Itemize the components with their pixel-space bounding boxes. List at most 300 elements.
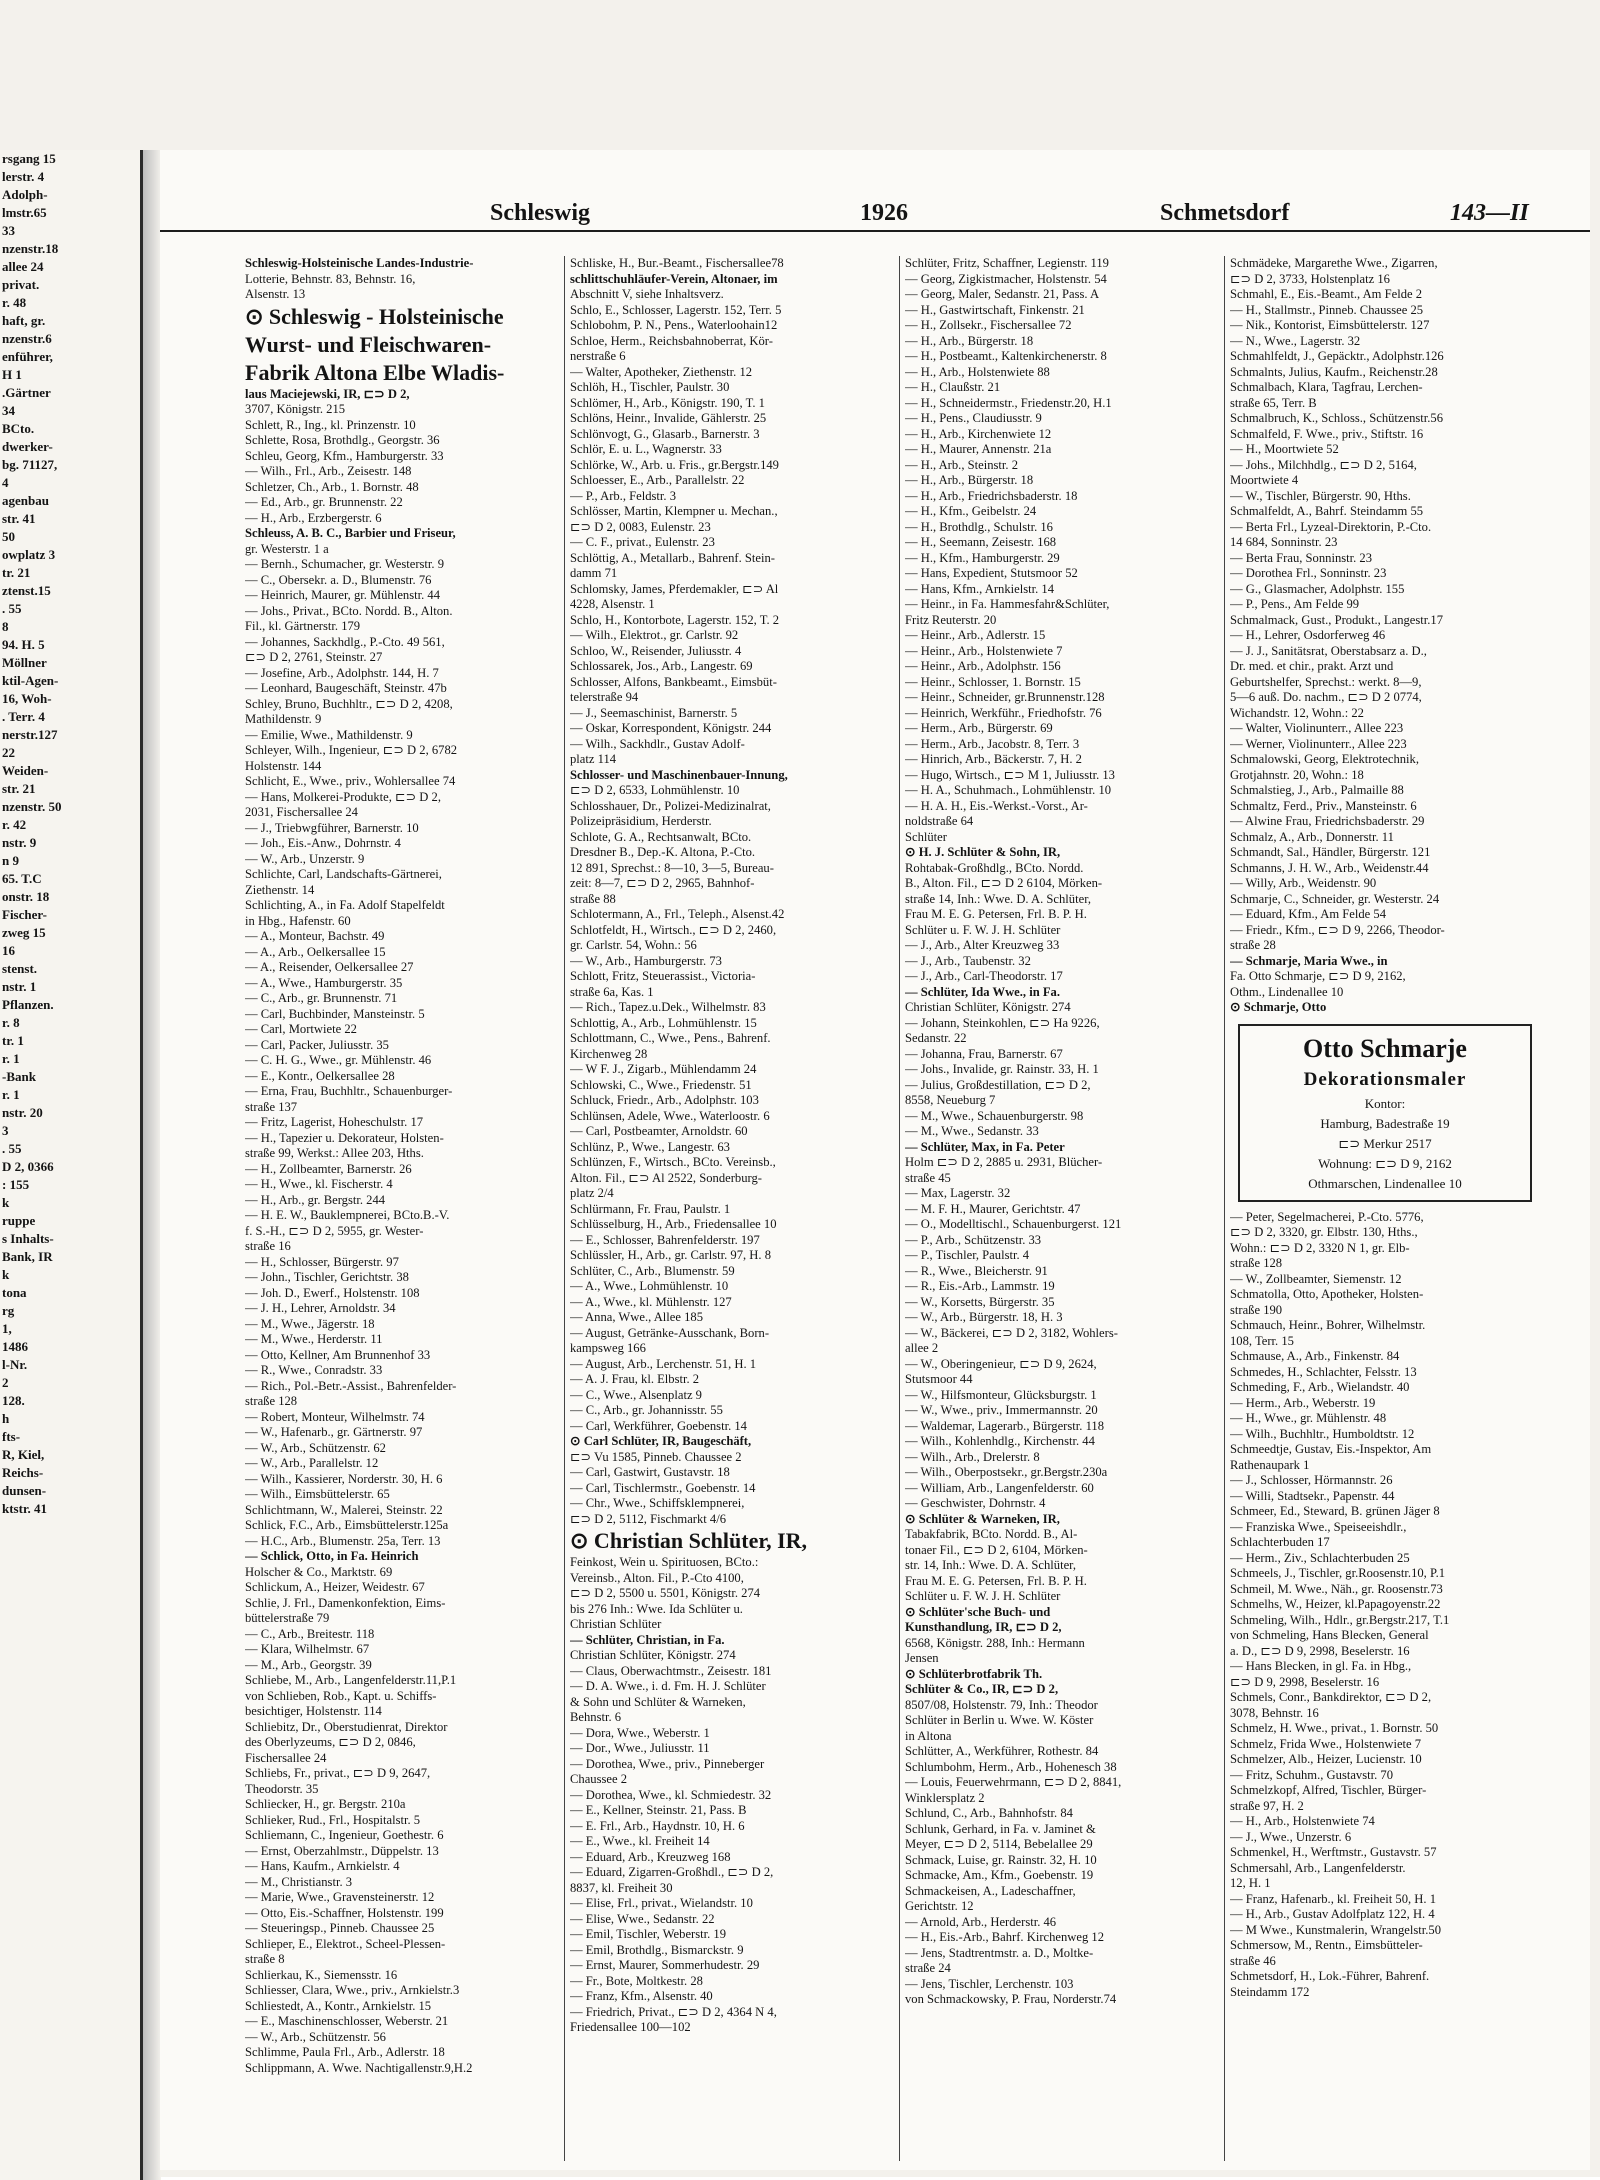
directory-entry: — Wilh., Buchhltr., Humboldtstr. 12: [1230, 1426, 1415, 1441]
directory-entry: — Georg, Maler, Sedanstr. 21, Pass. A: [905, 287, 1100, 301]
fragment-line: r. 1: [2, 1087, 20, 1102]
directory-entry: — D. A. Wwe., i. d. Fm. H. J. Schlüter: [570, 1679, 766, 1693]
fragment-line: onstr. 18: [2, 889, 50, 904]
ad-home-line: Wohnung: ⊏⊃ D 9, 2162: [1318, 1155, 1452, 1171]
directory-entry: Schmacke, Am., Kfm., Goebenstr. 19: [905, 1868, 1094, 1882]
directory-entry: straße 128: [245, 1394, 298, 1408]
directory-entry: — Franz, Hafenarb., kl. Freiheit 50, H. 1: [1230, 1891, 1436, 1906]
fragment-line: 22: [2, 745, 15, 760]
directory-entry: Schlottig, A., Arb., Lohmühlenstr. 15: [570, 1015, 757, 1030]
directory-entry: — Werner, Violinunterr., Allee 223: [1230, 736, 1407, 751]
directory-entry: — P., Tischler, Paulstr. 4: [905, 1248, 1030, 1262]
fragment-line: k: [2, 1267, 10, 1282]
directory-entry: — W., Korsetts, Bürgerstr. 35: [905, 1294, 1055, 1309]
directory-entry: Schmanns, J. H. W., Arb., Weidenstr.44: [1230, 860, 1429, 875]
directory-entry: — N., Wwe., Lagerstr. 32: [1230, 333, 1361, 348]
directory-entry: Schmalnts, Julius, Kaufm., Reichenstr.28: [1230, 364, 1438, 379]
directory-entry: Schmelhs, W., Heizer, kl.Papagoyenstr.22: [1230, 1597, 1441, 1611]
fragment-line: nstr. 9: [2, 835, 37, 850]
directory-entry: — Josefine, Arb., Adolphstr. 144, H. 7: [245, 665, 439, 680]
directory-entry: — Arnold, Arb., Herderstr. 46: [905, 1914, 1057, 1929]
directory-entry: — Steueringsp., Pinneb. Chaussee 25: [245, 1921, 435, 1935]
directory-entry: Schmalmack, Gust., Produkt., Langestr.17: [1230, 612, 1444, 627]
directory-entry: Schmalz, A., Arb., Donnerstr. 11: [1230, 829, 1394, 844]
directory-entry: — Klara, Wilhelmstr. 67: [245, 1642, 370, 1656]
directory-entry: Dr. med. et chir., prakt. Arzt und: [1230, 659, 1394, 673]
directory-entry: Schlönvogt, G., Glasarb., Barnerstr. 3: [570, 426, 760, 441]
directory-entry: — H., Arb., Friedrichsbaderstr. 18: [905, 488, 1078, 503]
directory-entry: 4228, Alsenstr. 1: [570, 597, 655, 611]
directory-entry: — W., Hilfsmonteur, Glücksburgstr. 1: [905, 1387, 1097, 1402]
directory-entry: Schlo, H., Kontorbote, Lagerstr. 152, T. 2: [570, 612, 780, 627]
directory-entry: 8507/08, Holstenstr. 79, Inh.: Theodor: [905, 1697, 1098, 1712]
directory-entry: Schlöh, H., Tischler, Paulstr. 30: [570, 380, 730, 394]
directory-entry: — Joh., Eis.-Anw., Dohrnstr. 4: [245, 836, 401, 850]
directory-entry: Schmelzkopf, Alfred, Tischler, Bürger-: [1230, 1783, 1427, 1797]
fragment-line: nzenstr.18: [2, 241, 59, 256]
fragment-line: 1,: [2, 1321, 12, 1336]
directory-entry: Ziethenstr. 14: [245, 882, 315, 897]
directory-entry: Schlowski, C., Wwe., Friedenstr. 51: [570, 1077, 752, 1092]
directory-entry: straße 46: [1230, 1953, 1276, 1968]
directory-entry: Schliske, H., Bur.-Beamt., Fischersallee78: [570, 256, 784, 270]
directory-entry: — Wilh., Kohlenhdlg., Kirchenstr. 44: [905, 1434, 1095, 1448]
directory-entry: Schlossarek, Jos., Arb., Langestr. 69: [570, 659, 753, 673]
directory-entry: — A., Arb., Oelkersallee 15: [245, 944, 386, 959]
directory-entry: Frau M. E. G. Petersen, Frl. B. P. H.: [905, 1573, 1087, 1588]
directory-entry: — Dora, Wwe., Weberstr. 1: [570, 1725, 710, 1740]
directory-entry: — Robert, Monteur, Wilhelmstr. 74: [245, 1409, 425, 1424]
directory-entry: Schmeil, M. Wwe., Näh., gr. Roosenstr.73: [1230, 1581, 1443, 1596]
directory-entry: Schmandt, Sal., Händler, Bürgerstr. 121: [1230, 845, 1431, 859]
column-4: [1230, 256, 1550, 2166]
directory-entry: — W., Tischler, Bürgerstr. 90, Hths.: [1230, 488, 1411, 503]
header-last-entry: Schmetsdorf: [1160, 200, 1290, 226]
directory-entry: ⊏⊃ D 2, 5112, Fischmarkt 4/6: [570, 1511, 727, 1526]
directory-entry: — Elise, Wwe., Sedanstr. 22: [570, 1911, 715, 1926]
directory-entry: — A., Reisender, Oelkersallee 27: [245, 960, 414, 974]
directory-entry: — M. F. H., Maurer, Gerichtstr. 47: [905, 1201, 1081, 1216]
directory-entry: Schleyer, Wilh., Ingenieur, ⊏⊃ D 2, 6782: [245, 743, 458, 757]
directory-entry: — Franz, Kfm., Alsenstr. 40: [570, 1989, 713, 2003]
directory-entry: — J., Arb., Alter Kreuzweg 33: [905, 938, 1060, 952]
directory-entry: — Claus, Oberwachtmstr., Zeisestr. 181: [570, 1663, 772, 1678]
directory-entry: — Herm., Arb., Weberstr. 19: [1230, 1395, 1376, 1410]
directory-entry: Schlobohm, P. N., Pens., Waterloohain12: [570, 318, 778, 332]
fragment-line: 4: [2, 475, 9, 490]
directory-entry: Schlürmann, Fr. Frau, Paulstr. 1: [570, 1201, 731, 1216]
directory-entry: Holm ⊏⊃ D 2, 2885 u. 2931, Blücher-: [905, 1155, 1103, 1169]
directory-entry: 6568, Königstr. 288, Inh.: Hermann: [905, 1635, 1085, 1650]
directory-entry: Schlimme, Paula Frl., Arb., Adlerstr. 18: [245, 2045, 445, 2059]
directory-entry: f. S.-H., ⊏⊃ D 2, 5955, gr. Wester-: [245, 1223, 424, 1238]
fragment-line: Möllner: [2, 655, 47, 670]
directory-entry: Wichandstr. 12, Wohn.: 22: [1230, 705, 1364, 720]
directory-entry: Schlosser- und Maschinenbauer-Innung,: [570, 767, 788, 782]
directory-entry: — H., Moortwiete 52: [1230, 442, 1339, 456]
directory-entry: Schletzer, Ch., Arb., 1. Bornstr. 48: [245, 479, 419, 494]
directory-entry: — W., Oberingenieur, ⊏⊃ D 9, 2624,: [905, 1356, 1097, 1371]
directory-entry: Jensen: [905, 1651, 939, 1665]
directory-entry: Schlöttig, A., Metallarb., Bahrenf. Stein-: [570, 550, 775, 565]
directory-entry: — J. H., Lehrer, Arnoldstr. 34: [245, 1301, 396, 1315]
directory-entry: — Ernst, Maurer, Sommerhudestr. 29: [570, 1958, 760, 1972]
directory-entry: 12, H. 1: [1230, 1876, 1271, 1890]
fragment-line: nzenstr. 50: [2, 799, 62, 814]
directory-entry: — William, Arb., Langenfelderstr. 60: [905, 1480, 1094, 1495]
directory-entry: Geburtshelfer, Sprechst.: werkt. 8—9,: [1230, 674, 1422, 689]
fragment-line: rsgang 15: [2, 151, 56, 166]
fragment-line: tr. 1: [2, 1033, 24, 1048]
fragment-line: nerstr.127: [2, 727, 58, 742]
directory-entry: Polizeipräsidium, Herderstr.: [570, 814, 712, 828]
directory-entry: Schmackeisen, A., Ladeschaffner,: [905, 1883, 1076, 1898]
directory-entry: Schlund, C., Arb., Bahnhofstr. 84: [905, 1806, 1073, 1820]
directory-entry: 14 684, Sonninstr. 23: [1230, 535, 1338, 549]
directory-entry: Wurst- und Fleischwaren-: [245, 331, 492, 357]
directory-entry: ⊏⊃ D 2, 2761, Steinstr. 27: [245, 650, 383, 664]
directory-entry: Schlie, J. Frl., Damenkonfektion, Eims-: [245, 1595, 446, 1610]
directory-entry: 8558, Neueburg 7: [905, 1093, 996, 1107]
directory-entry: — H., Arb., Holstenwiete 74: [1230, 1814, 1375, 1828]
directory-entry: — Max, Lagerstr. 32: [905, 1186, 1011, 1200]
directory-entry: — W., Arb., Bürgerstr. 18, H. 3: [905, 1310, 1063, 1324]
directory-entry: büttelerstraße 79: [245, 1611, 330, 1625]
directory-entry: Schlickum, A., Heizer, Weidestr. 67: [245, 1580, 425, 1594]
directory-entry: Schmahl, E., Eis.-Beamt., Am Felde 2: [1230, 287, 1423, 301]
directory-entry: — H., Claußstr. 21: [905, 380, 1001, 394]
directory-entry: des Oberlyzeums, ⊏⊃ D 2, 0846,: [245, 1735, 416, 1749]
directory-entry: Schlichte, Carl, Landschafts-Gärtnerei,: [245, 867, 442, 881]
directory-entry: Schmedes, H., Schlachter, Felsstr. 13: [1230, 1364, 1417, 1379]
directory-entry: ⊏⊃ D 2, 3320, gr. Elbstr. 130, Hths.,: [1230, 1225, 1418, 1239]
directory-entry: Gerichtstr. 12: [905, 1899, 974, 1913]
directory-entry: — H., Lehrer, Osdorferweg 46: [1230, 628, 1386, 642]
ad-office-address: Hamburg, Badestraße 19: [1320, 1115, 1450, 1131]
directory-entry: — Emil, Brothdlg., Bismarckstr. 9: [570, 1942, 744, 1957]
directory-entry: — A., Wwe., Hamburgerstr. 35: [245, 975, 403, 990]
directory-entry: — Anna, Wwe., Allee 185: [570, 1310, 704, 1324]
directory-entry: Schliesser, Clara, Wwe., priv., Arnkielstr.3: [245, 1983, 460, 1997]
directory-entry: Behnstr. 6: [570, 1710, 622, 1724]
directory-entry: — W., Arb., Schützenstr. 62: [245, 1440, 386, 1455]
directory-entry: — J., Arb., Carl-Theodorstr. 17: [905, 969, 1063, 983]
directory-entry: straße 8: [245, 1952, 285, 1966]
directory-entry: — H., Arb., Steinstr. 2: [905, 457, 1018, 472]
directory-entry: — O., Modelltischl., Schauenburgerst. 121: [905, 1217, 1122, 1231]
directory-entry: Schliebe, M., Arb., Langenfelderstr.11,P.1: [245, 1673, 457, 1687]
directory-entry: Schmersow, M., Rentn., Eimsbütteler-: [1230, 1938, 1423, 1952]
directory-entry: Schmaltz, Ferd., Priv., Mansteinstr. 6: [1230, 798, 1417, 813]
directory-entry: — Wilh., Sackhdlr., Gustav Adolf-: [570, 736, 745, 751]
advertisement-box: [1238, 1024, 1532, 1202]
directory-entry: Schmalfeldt, A., Bahrf. Steindamm 55: [1230, 504, 1424, 518]
directory-entry: — W., Zollbeamter, Siemenstr. 12: [1230, 1271, 1402, 1286]
directory-entry: — Schlüter, Christian, in Fa.: [570, 1632, 725, 1647]
directory-entry: — Ed., Arb., gr. Brunnenstr. 22: [245, 495, 403, 509]
fragment-line: s Inhalts-: [2, 1231, 54, 1246]
directory-entry: — C., Arb., gr. Johannisstr. 55: [570, 1403, 723, 1417]
fragment-line: nstr. 20: [2, 1105, 43, 1120]
directory-entry: Schlüter u. F. W. J. H. Schlüter: [905, 1589, 1061, 1603]
directory-entry: Schmädeke, Margarethe Wwe., Zigarren,: [1230, 256, 1438, 270]
directory-entry: Schmeling, Wilh., Hdlr., gr.Bergstr.217, T.1: [1230, 1612, 1450, 1627]
directory-entry: Schmelz, H. Wwe., privat., 1. Bornstr. 50: [1230, 1721, 1439, 1735]
directory-entry: — H., Zollsekr., Fischersallee 72: [905, 318, 1072, 332]
ad-office-phone: ⊏⊃ Merkur 2517: [1338, 1135, 1432, 1151]
directory-entry: platz 2/4: [570, 1186, 614, 1200]
fragment-line: dwerker-: [2, 439, 53, 454]
directory-entry: Schliebs, Fr., privat., ⊏⊃ D 9, 2647,: [245, 1766, 431, 1780]
fragment-line: owplatz 3: [2, 547, 56, 562]
directory-entry: Frau M. E. G. Petersen, Frl. B. P. H.: [905, 907, 1087, 921]
directory-entry: ⊏⊃ Vu 1585, Pinneb. Chaussee 2: [570, 1449, 742, 1464]
directory-entry: Fabrik Altona Elbe Wladis-: [245, 359, 505, 385]
fragment-line: agenbau: [2, 493, 49, 508]
directory-entry: zeit: 8—7, ⊏⊃ D 2, 2965, Bahnhof-: [570, 876, 755, 890]
directory-entry: Stutsmoor 44: [905, 1372, 973, 1386]
directory-entry: — H., Seemann, Zeisestr. 168: [905, 535, 1057, 549]
directory-entry: — Hans, Expedient, Stutsmoor 52: [905, 566, 1078, 580]
directory-entry: Schlünz, P., Wwe., Langestr. 63: [570, 1139, 730, 1154]
directory-entry: — Elise, Frl., privat., Wielandstr. 10: [570, 1896, 753, 1910]
directory-entry: — Friedr., Kfm., ⊏⊃ D 9, 2266, Theodor-: [1230, 922, 1445, 937]
directory-entry: — Heinr., Arb., Adlerstr. 15: [905, 628, 1046, 642]
directory-entry: allee 2: [905, 1341, 939, 1355]
directory-entry: Othm., Lindenallee 10: [1230, 984, 1344, 999]
directory-entry: — E. Frl., Arb., Haydnstr. 10, H. 6: [570, 1818, 745, 1833]
directory-entry: gr. Westerstr. 1 a: [245, 541, 329, 556]
directory-entry: — R., Eis.-Arb., Lammstr. 19: [905, 1279, 1055, 1293]
directory-entry: straße 6a, Kas. 1: [570, 984, 654, 999]
fragment-line: nstr. 1: [2, 979, 37, 994]
fragment-line: ktstr. 41: [2, 1501, 48, 1516]
fragment-line: k: [2, 1195, 10, 1210]
directory-entry: — G., Glasmacher, Adolphstr. 155: [1230, 581, 1405, 596]
directory-entry: — Carl, Postbeamter, Arnoldstr. 60: [570, 1124, 748, 1138]
fragment-line: 1486: [2, 1339, 28, 1354]
directory-entry: — Willi, Stadtsekr., Papenstr. 44: [1230, 1488, 1395, 1503]
directory-entry: ⊙ Carl Schlüter, IR, Baugeschäft,: [570, 1434, 752, 1448]
directory-entry: ⊙ Schlüter & Warneken, IR,: [905, 1511, 1060, 1526]
directory-entry: — Heinr., Schneider, gr.Brunnenstr.128: [905, 690, 1105, 704]
column-2: [570, 256, 895, 2166]
directory-entry: Schmersahl, Arb., Langenfelderstr.: [1230, 1860, 1406, 1875]
fragment-line: str. 41: [2, 511, 36, 526]
directory-entry: Schlunk, Gerhard, in Fa. v. Jaminet &: [905, 1821, 1096, 1836]
directory-entry: — Heinr., Arb., Adolphstr. 156: [905, 659, 1061, 673]
directory-entry: 2031, Fischersallee 24: [245, 805, 358, 819]
directory-entry: — E., Kontr., Oelkersallee 28: [245, 1068, 395, 1083]
fragment-line: Bank, IR: [2, 1249, 53, 1264]
directory-entry: — H., Wwe., gr. Mühlenstr. 48: [1230, 1411, 1387, 1425]
directory-entry: Schlotermann, A., Frl., Teleph., Alsenst.42: [570, 907, 785, 921]
directory-entry: Schlieker, Rud., Frl., Hospitalstr. 5: [245, 1812, 421, 1827]
directory-entry: ⊙ Schlüter'sche Buch- und: [905, 1604, 1051, 1619]
directory-entry: Schloe, Herm., Reichsbahnoberrat, Kör-: [570, 333, 773, 348]
directory-entry: straße 99, Werkst.: Allee 203, Hths.: [245, 1146, 424, 1160]
directory-entry: Fischersallee 24: [245, 1750, 327, 1765]
directory-entry: — Carl, Buchbinder, Mansteinstr. 5: [245, 1006, 425, 1021]
directory-entry: — Johs., Invalide, gr. Rainstr. 33, H. 1: [905, 1062, 1099, 1076]
directory-entry: — Johann, Steinkohlen, ⊏⊃ Ha 9226,: [905, 1015, 1100, 1030]
directory-entry: bis 276 Inh.: Wwe. Ida Schlüter u.: [570, 1601, 743, 1616]
fragment-line: R, Kiel,: [2, 1447, 45, 1462]
directory-entry: — Marie, Wwe., Gravensteinerstr. 12: [245, 1890, 435, 1904]
directory-entry: — Jens, Tischler, Lerchenstr. 103: [905, 1976, 1074, 1991]
directory-entry: — Fritz, Schuhm., Gustavstr. 70: [1230, 1767, 1394, 1782]
directory-entry: Christian Schlüter, Königstr. 274: [570, 1648, 736, 1662]
directory-entry: — Fritz, Lagerist, Hoheschulstr. 17: [245, 1115, 424, 1129]
directory-entry: Schlüter, C., Arb., Blumenstr. 59: [570, 1263, 735, 1278]
directory-entry: — Carl, Werkführer, Goebenstr. 14: [570, 1418, 747, 1433]
fragment-line: 8: [2, 619, 9, 634]
directory-entry: ⊏⊃ D 2, 0083, Eulenstr. 23: [570, 519, 711, 534]
directory-entry: — Heinr., Arb., Holstenwiete 7: [905, 643, 1063, 658]
directory-entry: — Eduard, Kfm., Am Felde 54: [1230, 907, 1387, 921]
directory-entry: Schliebitz, Dr., Oberstudienrat, Direktor: [245, 1719, 448, 1734]
directory-entry: — Willy, Arb., Weidenstr. 90: [1230, 876, 1377, 890]
directory-entry: Schlo, E., Schlosser, Lagerstr. 152, Terr. 5: [570, 302, 782, 317]
directory-entry: — Wilh., Kassierer, Norderstr. 30, H. 6: [245, 1471, 443, 1486]
directory-entry: — Dorothea Frl., Sonninstr. 23: [1230, 566, 1387, 580]
directory-entry: Rathenaupark 1: [1230, 1457, 1310, 1472]
directory-entry: Schmenkel, H., Werftmstr., Gustavstr. 57: [1230, 1845, 1437, 1859]
fragment-line: ktil-Agen-: [2, 673, 59, 688]
directory-entry: — R., Wwe., Conradstr. 33: [245, 1363, 383, 1377]
directory-entry: — Georg, Zigkistmacher, Holstenstr. 54: [905, 271, 1107, 286]
directory-entry: — Herm., Arb., Bürgerstr. 69: [905, 721, 1053, 735]
directory-entry: — A., Wwe., Lohmühlenstr. 10: [570, 1279, 729, 1293]
directory-entry: — Herm., Arb., Jacobstr. 8, Terr. 3: [905, 736, 1080, 751]
directory-entry: nerstraße 6: [570, 349, 626, 363]
directory-entry: — H. E. W., Bauklempnerei, BCto.B.-V.: [245, 1208, 450, 1222]
directory-entry: — H., Arb., gr. Bergstr. 244: [245, 1192, 386, 1207]
fragment-line: . Terr. 4: [2, 709, 45, 724]
directory-entry: — H., Arb., Bürgerstr. 18: [905, 333, 1034, 348]
directory-entry: — Heinr., Schlosser, 1. Bornstr. 15: [905, 674, 1081, 689]
directory-entry: 8837, kl. Freiheit 30: [570, 1880, 673, 1895]
directory-entry: — E., Maschinenschlosser, Weberstr. 21: [245, 2014, 449, 2028]
directory-entry: — M Wwe., Kunstmalerin, Wrangelstr.50: [1230, 1922, 1441, 1937]
running-header: [160, 198, 1590, 232]
directory-entry: Schlüter u. F. W. J. H. Schlüter: [905, 922, 1061, 937]
directory-entry: Wohn.: ⊏⊃ D 2, 3320 N 1, gr. Elb-: [1230, 1240, 1410, 1255]
directory-entry: & Sohn und Schlüter & Warneken,: [570, 1694, 746, 1709]
directory-entry: — Johanna, Frau, Barnerstr. 67: [905, 1046, 1063, 1061]
fragment-line: .Gärtner: [2, 385, 51, 400]
directory-entry: — E., Wwe., kl. Freiheit 14: [570, 1834, 710, 1848]
directory-entry: Mathildenstr. 9: [245, 712, 322, 726]
directory-entry: Lotterie, Behnstr. 83, Behnstr. 16,: [245, 271, 416, 286]
directory-entry: laus Maciejewski, IR, ⊏⊃ D 2,: [245, 386, 410, 401]
directory-entry: straße 137: [245, 1099, 298, 1114]
directory-entry: — W., Arb., Unzerstr. 9: [245, 851, 365, 866]
directory-entry: ⊙ Schlüterbrotfabrik Th.: [905, 1666, 1043, 1681]
directory-entry: Feinkost, Wein u. Spirituosen, BCto.:: [570, 1555, 759, 1569]
directory-entry: — Carl, Gastwirt, Gustavstr. 18: [570, 1465, 730, 1479]
directory-entry: tonaer Fil., ⊏⊃ D 2, 6104, Mörken-: [905, 1542, 1088, 1557]
directory-entry: Schlör, E. u. L., Wagnerstr. 33: [570, 442, 722, 456]
directory-entry: — A., Wwe., kl. Mühlenstr. 127: [570, 1294, 732, 1309]
directory-entry: straße 45: [905, 1170, 951, 1185]
directory-entry: Schlüssler, H., Arb., gr. Carlstr. 97, H. 8: [570, 1248, 771, 1262]
fragment-line: 16, Woh-: [2, 691, 52, 706]
directory-entry: von Schmeling, Hans Blecken, General: [1230, 1628, 1429, 1642]
directory-entry: von Schmackowsky, P. Frau, Norderstr.74: [905, 1992, 1117, 2006]
directory-entry: — H., Gastwirtschaft, Finkenstr. 21: [905, 302, 1085, 317]
fragment-line: ruppe: [2, 1213, 36, 1228]
directory-entry: Schmauch, Heinr., Bohrer, Wilhelmstr.: [1230, 1318, 1426, 1332]
directory-entry: Schlöns, Heinr., Invalide, Gählerstr. 25: [570, 411, 767, 425]
fragment-line: H 1: [2, 367, 22, 382]
directory-entry: Schlott, Fritz, Steuerassist., Victoria-: [570, 969, 756, 983]
directory-entry: Schmeer, Ed., Steward, B. grünen Jäger 8: [1230, 1504, 1440, 1518]
directory-entry: — Herm., Ziv., Schlachterbuden 25: [1230, 1550, 1410, 1565]
fragment-line: str. 21: [2, 781, 36, 796]
directory-entry: — Wilh., Arb., Drelerstr. 8: [905, 1449, 1040, 1464]
directory-entry: — Wilh., Oberpostsekr., gr.Bergstr.230a: [905, 1465, 1108, 1479]
fragment-line: tr. 21: [2, 565, 31, 580]
fragment-line: zweg 15: [2, 925, 46, 940]
directory-entry: Fa. Otto Schmarje, ⊏⊃ D 9, 2162,: [1230, 969, 1406, 983]
directory-entry: — August, Getränke-Ausschank, Born-: [570, 1325, 770, 1340]
ad-home-address: Othmarschen, Lindenallee 10: [1308, 1175, 1462, 1191]
directory-entry: — C., Wwe., Alsenplatz 9: [570, 1387, 702, 1402]
fragment-line: Weiden-: [2, 763, 49, 778]
directory-entry: Schmetsdorf, H., Lok.-Führer, Bahrenf.: [1230, 1969, 1430, 1983]
directory-entry: Schlosser, Alfons, Bankbeamt., Eimsbüt-: [570, 674, 777, 689]
directory-entry: — A., Monteur, Bachstr. 49: [245, 929, 385, 943]
directory-entry: — H., Brothdlg., Schulstr. 16: [905, 519, 1053, 534]
directory-entry: Schmelzer, Alb., Heizer, Lucienstr. 10: [1230, 1752, 1422, 1766]
directory-entry: schlittschuhläufer-Verein, Altonaer, im: [570, 271, 778, 286]
directory-entry: — Leonhard, Baugeschäft, Steinstr. 47b: [245, 681, 447, 695]
directory-entry: straße 24: [905, 1961, 951, 1975]
fragment-line: ztenst.15: [2, 583, 51, 598]
fragment-line: rg: [2, 1303, 15, 1318]
directory-entry: Schmelz, Frida Wwe., Holstenwiete 7: [1230, 1736, 1422, 1751]
directory-entry: ⊙ Schleswig - Holsteinische: [245, 303, 504, 329]
directory-entry: — Heinrich, Werkführ., Friedhofstr. 76: [905, 705, 1102, 720]
directory-entry: — Alwine Frau, Friedrichsbaderstr. 29: [1230, 814, 1425, 828]
directory-entry: straße 128: [1230, 1256, 1283, 1270]
directory-entry: ⊙ Christian Schlüter, IR,: [570, 1528, 808, 1553]
directory-entry: gr. Carlstr. 54, Wohn.: 56: [570, 938, 697, 952]
fragment-line: bg. 71127,: [2, 457, 58, 472]
fragment-line: . 55: [2, 601, 22, 616]
directory-entry: Schlörke, W., Arb. u. Fris., gr.Bergstr.149: [570, 457, 779, 472]
directory-entry: — Hugo, Wirtsch., ⊏⊃ M 1, Juliusstr. 13: [905, 767, 1115, 782]
fragment-line: l-Nr.: [2, 1357, 28, 1372]
directory-entry: — Franziska Wwe., Speiseeishdlr.,: [1230, 1519, 1407, 1534]
directory-entry: — Hans Blecken, in gl. Fa. in Hbg.,: [1230, 1659, 1412, 1673]
directory-entry: Christian Schlüter, Königstr. 274: [905, 1000, 1071, 1014]
directory-entry: — Erna, Frau, Buchhltr., Schauenburger-: [245, 1084, 453, 1098]
directory-page: [160, 150, 1590, 2170]
directory-entry: Schlotfeldt, H., Wirtsch., ⊏⊃ D 2, 2460,: [570, 922, 777, 937]
directory-entry: — Joh. D., Ewerf., Holstenstr. 108: [245, 1285, 420, 1300]
directory-entry: Alton. Fil., ⊏⊃ Al 2522, Sonderburg-: [570, 1170, 762, 1185]
directory-entry: Schmeels, J., Tischler, gr.Roosenstr.10, P.1: [1230, 1566, 1446, 1580]
directory-entry: straße 16: [245, 1239, 291, 1253]
directory-entry: kampsweg 166: [570, 1341, 646, 1355]
directory-entry: — Emil, Tischler, Weberstr. 19: [570, 1927, 727, 1941]
directory-entry: — John., Tischler, Gerichtstr. 38: [245, 1270, 409, 1284]
directory-entry: ⊙ Schmarje, Otto: [1230, 1000, 1327, 1014]
header-year: 1926: [860, 200, 908, 226]
directory-entry: — W., Arb., Schützenstr. 56: [245, 2029, 386, 2044]
